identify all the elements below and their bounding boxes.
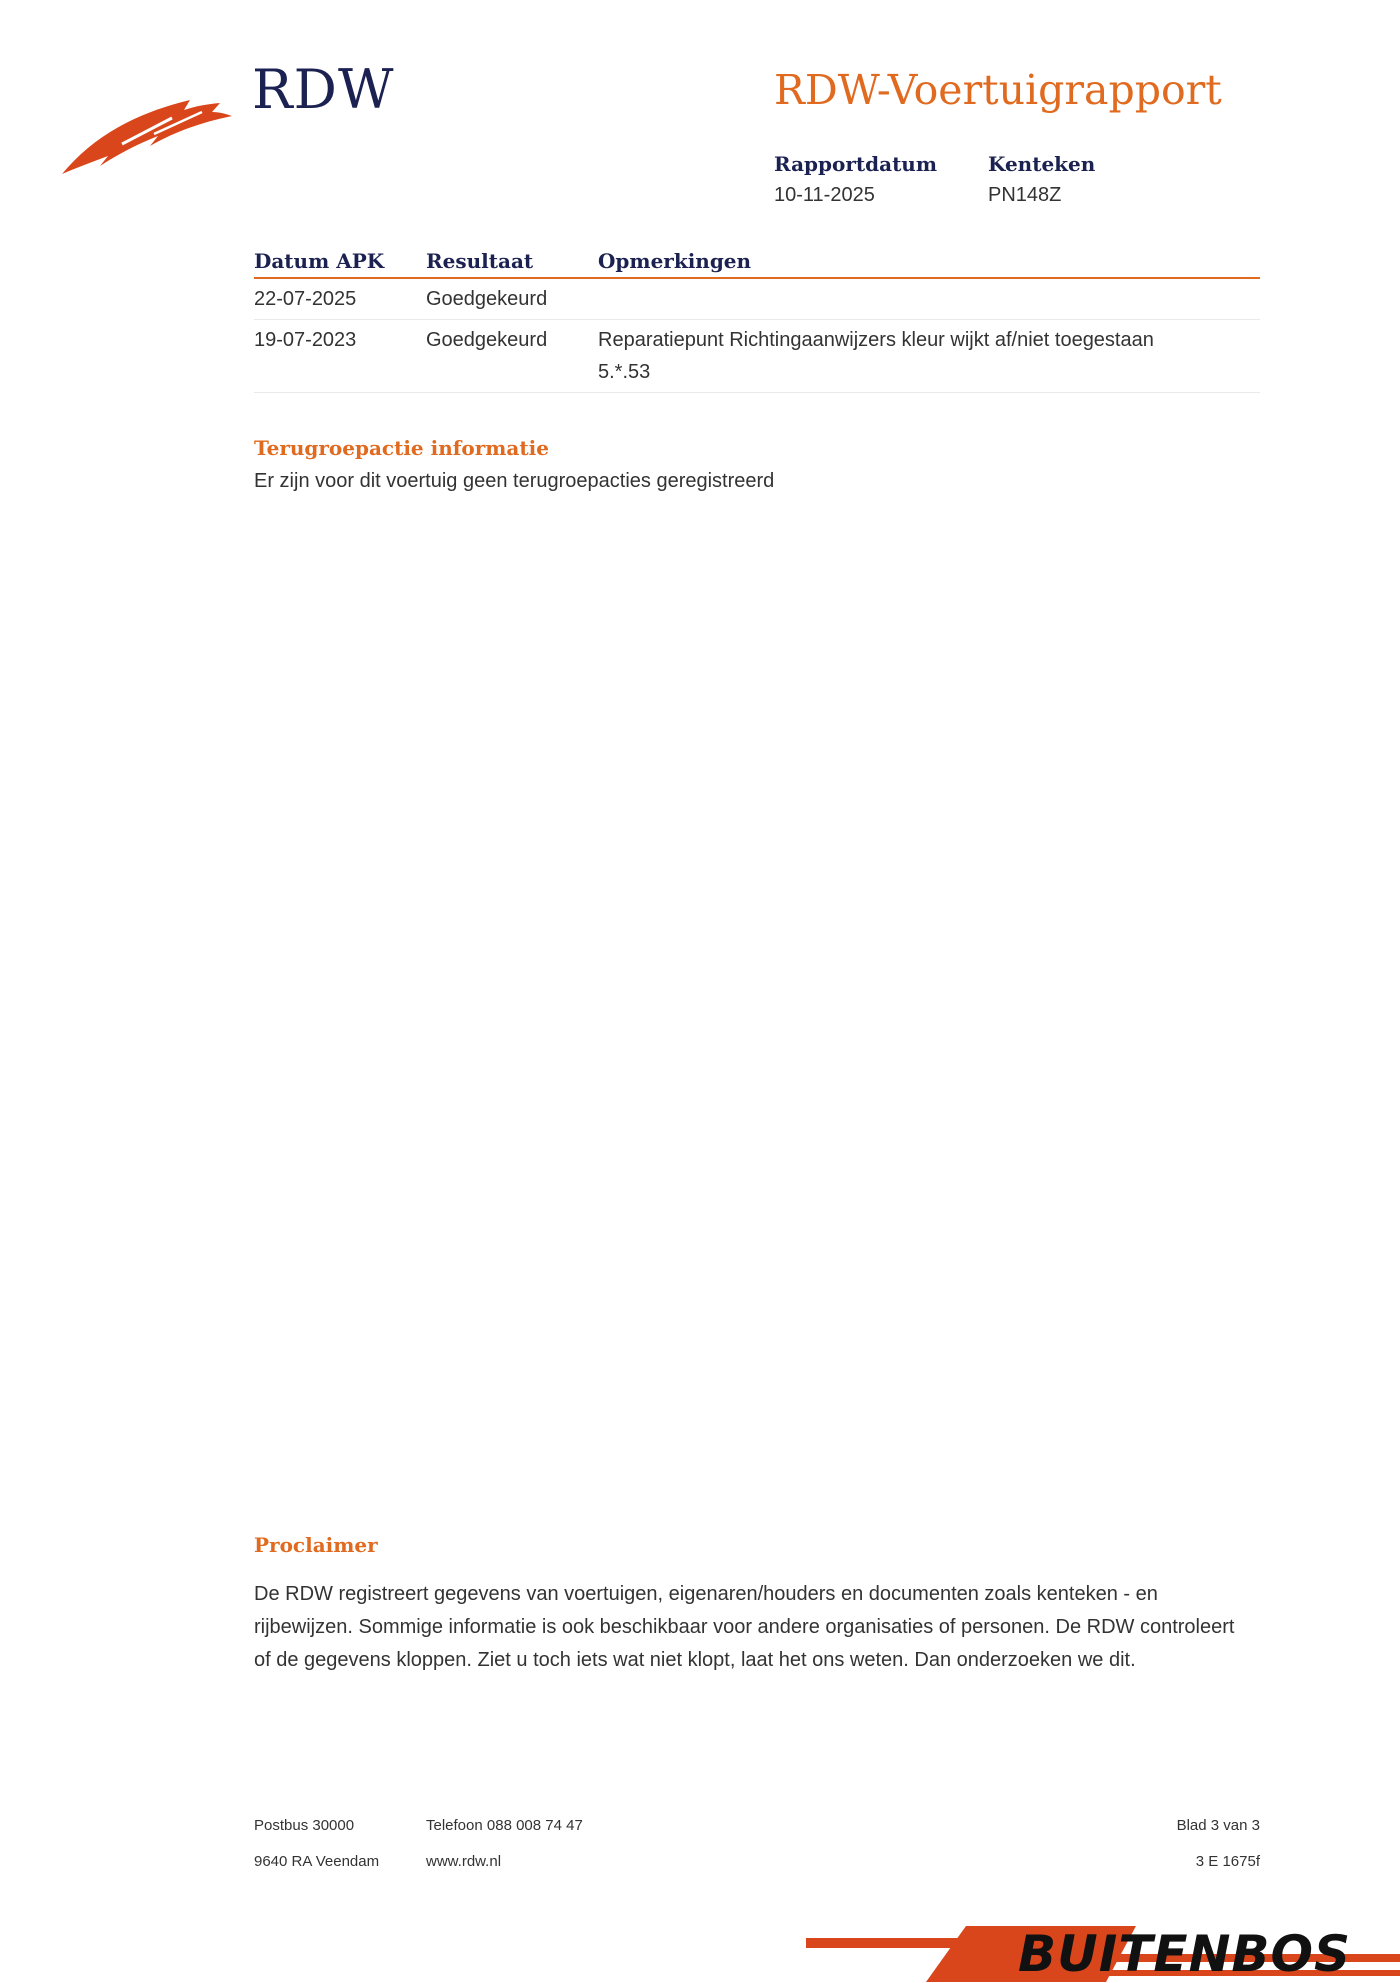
column-header-result: Resultaat <box>426 245 598 278</box>
footer-phone: Telefoon 088 008 74 47 <box>426 1817 583 1834</box>
apk-date: 22-07-2025 <box>254 278 426 320</box>
report-date-value: 10-11-2025 <box>774 184 875 206</box>
footer-document-code: 3 E 1675f <box>1195 1853 1260 1870</box>
column-header-date: Datum APK <box>254 245 426 278</box>
proclaimer-heading: Proclaimer <box>254 1533 378 1557</box>
rdw-logo-text: RDW <box>252 58 395 121</box>
footer-city: 9640 RA Veendam <box>254 1853 380 1870</box>
footer-postbus: Postbus 30000 <box>254 1817 355 1834</box>
apk-remarks: Reparatiepunt Richtingaanwijzers kleur wijkt af/niet toegestaan 5.*.53 <box>598 320 1260 393</box>
footer-website: www.rdw.nl <box>426 1853 502 1870</box>
report-date-label: Rapportdatum <box>774 152 938 176</box>
apk-date: 19-07-2023 <box>254 320 426 393</box>
apk-table <box>254 245 1260 393</box>
table-row <box>254 320 1260 393</box>
plate-value: PN148Z <box>988 184 1062 206</box>
rdw-logo-icon <box>62 88 232 178</box>
recall-text: Er zijn voor dit voertuig geen terugroepacties geregistreerd <box>254 470 775 492</box>
apk-table-header-row <box>254 245 1260 278</box>
footer-page-number: Blad 3 van 3 <box>1176 1817 1260 1834</box>
apk-result: Goedgekeurd <box>426 278 598 320</box>
plate-label: Kenteken <box>988 152 1096 176</box>
watermark-brand-text: BUITENBOS <box>1018 1925 1352 1983</box>
apk-result: Goedgekeurd <box>426 320 598 393</box>
apk-remarks <box>598 278 1260 320</box>
recall-heading: Terugroepactie informatie <box>254 436 549 460</box>
column-header-remarks: Opmerkingen <box>598 245 1260 278</box>
report-title: RDW-Voertuigrapport <box>774 66 1222 114</box>
table-row <box>254 278 1260 320</box>
proclaimer-text: De RDW registreert gegevens van voertuigen, eigenaren/houders en documenten zoals kenteken - en rijbewijzen. Sommige informatie is ook beschikbaar voor andere organisaties of personen. De RDW controleert of de gegevens kloppen. Ziet u toch iets wat niet klopt, laat het ons weten. Dan onderzoeken we dit. <box>254 1583 1235 1671</box>
